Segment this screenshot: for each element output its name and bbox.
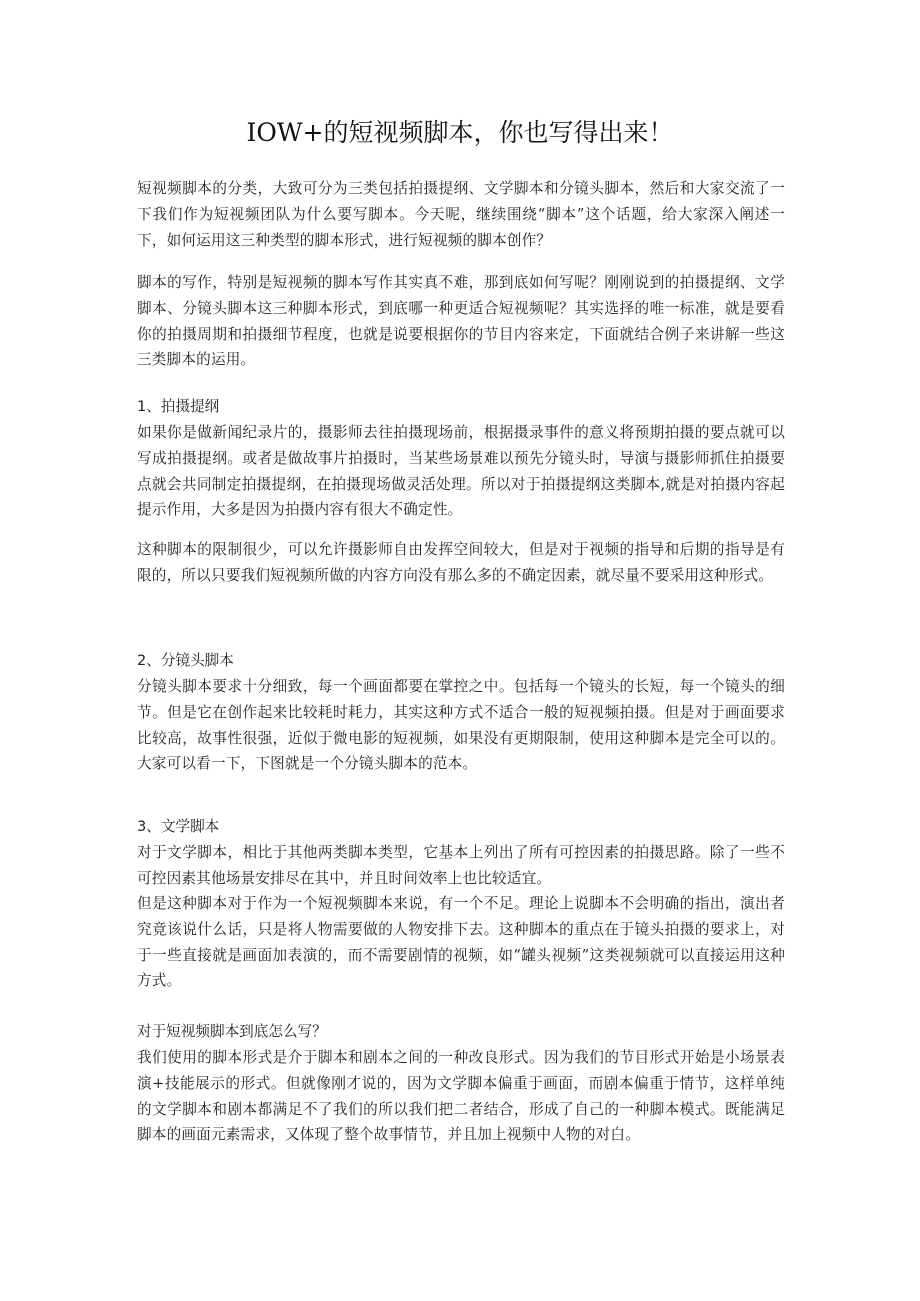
section3-paragraph-2: 但是这种脚本对于作为一个短视频脚本来说，有一个不足。理论上说脚本不会明确的指出，演出者究竟该说什么话，只是将人物需要做的人物安排下去。这种脚本的重点在于镜头拍摄的要求上，对于一些直接就是画面加表演的，而不需要剧情的视频，如“罐头视频”这类视频就可以直接运用这种方式。 — [137, 895, 785, 990]
section-heading-storyboard-script: 2、分镜头脚本 — [137, 652, 234, 669]
section2-paragraph-1: 分镜头脚本要求十分细致，每一个画面都要在掌控之中。包括每一个镜头的长短，每一个镜头的细节。但是它在创作起来比较耗时耗力，其实这种方式不适合一般的短视频拍摄。但是对于画面要求比较高，故事性很强，近似于微电影的短视频，如果没有更期限制，使用这种脚本是完全可以的。大家可以看一下，下图就是一个分镜头脚本的范本。 — [137, 678, 785, 773]
section-heading-how-to-write: 对于短视频脚本到底怎么写？ — [137, 1023, 327, 1040]
section4-paragraph-1: 我们使用的脚本形式是介于脚本和剧本之间的一种改良形式。因为我们的节目形式开始是小场景表演+技能展示的形式。但就像刚才说的，因为文学脚本偏重于画面，而剧本偏重于情节，这样单纯的文学脚本和剧本都满足不了我们的所以我们把二者结合，形成了自己的一种脚本模式。既能满足脚本的画面元素需求，又体现了整个故事情节，并且加上视频中人物的对白。 — [137, 1049, 785, 1144]
document-title: IOW+的短视频脚本，你也写得出来！ — [246, 118, 674, 147]
section-heading-shooting-outline: 1、拍摄提纲 — [137, 398, 220, 415]
section3-paragraph-1: 对于文学脚本，相比于其他两类脚本类型，它基本上列出了所有可控因素的拍摄思路。除了一些不可控因素其他场景安排尽在其中，并且时间效率上也比较适宜。 — [137, 844, 785, 887]
section1-paragraph-1: 如果你是做新闻纪录片的，摄影师去往拍摄现场前，根据摄录事件的意义将预期拍摄的要点就可以写成拍摄提纲。或者是做故事片拍摄时，当某些场景难以预先分镜头时，导演与摄影师抓住拍摄要点就会共同制定拍摄提纲，在拍摄现场做灵活处理。所以对于拍摄提纲这类脚本,就是对拍摄内容起提示作用，大多是因为拍摄内容有很大不确定性。 — [137, 424, 785, 519]
intro-paragraph-2: 脚本的写作，特别是短视频的脚本写作其实真不难，那到底如何写呢？刚刚说到的拍摄提纲、文学脚本、分镜头脚本这三种脚本形式，到底哪一种更适合短视频呢？其实选择的唯一标准，就是要看你的拍摄周期和拍摄细节程度，也就是说要根据你的节目内容来定，下面就结合例子来讲解一些这三类脚本的运用。 — [137, 274, 785, 369]
section-heading-literary-script: 3、文学脚本 — [137, 818, 220, 835]
intro-paragraph-1: 短视频脚本的分类，大致可分为三类包括拍摄提纲、文学脚本和分镜头脚本，然后和大家交流了一下我们作为短视频团队为什么要写脚本。今天呢，继续围绕“脚本”这个话题，给大家深入阐述一下，如何运用这三种类型的脚本形式，进行短视频的脚本创作？ — [137, 180, 785, 249]
section1-paragraph-2: 这种脚本的限制很少，可以允许摄影师自由发挥空间较大，但是对于视频的指导和后期的指导是有限的，所以只要我们短视频所做的内容方向没有那么多的不确定因素，就尽量不要采用这种形式。 — [137, 541, 785, 584]
